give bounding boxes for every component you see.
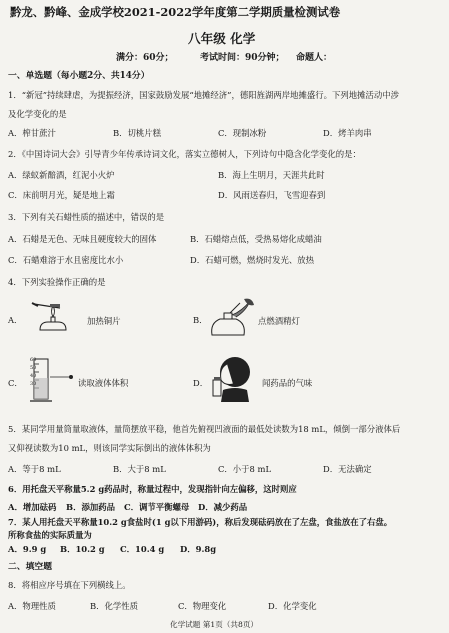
question-text: 8．将相应序号填在下列横线上。	[8, 580, 131, 590]
grade-subject: 八年级 化学	[188, 31, 256, 46]
option-a: A．物理性质	[8, 601, 56, 611]
option-c: C．物理变化	[178, 601, 227, 611]
option-d: D．石蜡可燃，燃烧时发光、放热	[190, 255, 314, 265]
section-title: 一、单选题（每小题2分、共14分）	[8, 71, 150, 81]
question-text: 又仰视读数为10 mL，则该同学实际倒出的液体体积为	[8, 443, 211, 453]
option-a: A．等于8 mL	[8, 464, 61, 474]
page-footer: 化学试题 第1页（共8页）	[170, 620, 259, 629]
option-d: D．化学变化	[268, 601, 317, 611]
option-a: A．绿蚁新醅酒，红泥小火炉	[8, 170, 115, 180]
option-d: D．减少药品	[198, 502, 248, 512]
option-a-label: 加热铜片	[87, 316, 121, 326]
option-b: B．10.2 g	[60, 544, 105, 554]
option-c: C．现制冰粉	[218, 128, 267, 138]
option-b-label: 点燃酒精灯	[258, 316, 300, 326]
tick-label: 30	[30, 381, 37, 387]
question-text: 3．下列有关石蜡性质的描述中，错误的是	[8, 212, 165, 222]
question-text: 及化学变化的是	[8, 109, 67, 119]
full-score: 满分：60分；	[116, 53, 174, 63]
option-a-letter: A．	[8, 315, 23, 325]
option-d-label: 闻药品的气味	[262, 378, 313, 388]
question-setter: 命题人：	[296, 53, 333, 63]
option-b: B．化学性质	[90, 601, 139, 611]
option-c: C．10.4 g	[120, 544, 165, 554]
option-a: A．9.9 g	[8, 544, 47, 554]
option-b: B．切桃片糕	[113, 128, 162, 138]
question-text: 所称食盐的实际质量为	[8, 530, 92, 540]
option-a: A．石蜡是无色、无味且硬度较大的固体	[8, 234, 157, 244]
option-d: D．烤羊肉串	[323, 128, 372, 138]
option-b: B．海上生明月，天涯共此时	[218, 170, 325, 180]
heating-copper-figure	[30, 300, 80, 340]
graduated-cylinder-figure	[28, 356, 74, 404]
alcohol-lamp-figure	[206, 295, 256, 340]
option-b: B．石蜡熔点低，受热易熔化成蜡油	[190, 234, 322, 244]
option-c-letter: C．	[8, 378, 23, 388]
option-d-letter: D．	[193, 378, 209, 388]
option-b: B．大于8 mL	[113, 464, 166, 474]
tick-label: 60	[30, 357, 37, 363]
question-text: 1．“新冠”持续肆虐，为提振经济，国家鼓励发展“地摊经济”，德阳旌湖两岸地摊盛行。下列地摊活动中涉	[8, 90, 399, 100]
tick-label: 50	[30, 365, 37, 371]
question-text: 7．某人用托盘天平称量10.2 g食盐时(1 g以下用游码)，称后发现砝码放在了左盘，食盐放在了右盘。	[8, 517, 393, 527]
option-a: A．增加砝码	[8, 502, 57, 512]
tick-label: 40	[30, 373, 37, 379]
exam-title: 黔龙、黔峰、金成学校2021-2022学年度第二学期质量检测试卷	[10, 5, 341, 19]
section-title: 二、填空题	[8, 562, 52, 572]
option-b-letter: B．	[193, 315, 208, 325]
question-text: 5．某同学用量筒量取液体，量筒摆放平稳，他首先俯视凹液面的最低处读数为18 mL，倾倒一部分液体后	[8, 424, 401, 434]
option-d: D．9.8g	[180, 544, 217, 554]
question-text: 6．用托盘天平称量5.2 g药品时，称量过程中，发现指针向左偏移，这时则应	[8, 484, 297, 494]
smelling-figure	[205, 350, 257, 402]
question-text: 4．下列实验操作正确的是	[8, 277, 106, 287]
option-a: A．榨甘蔗汁	[8, 128, 56, 138]
question-text: 2．《中国诗词大会》引导青少年传承诗词文化，落实立德树人，下列诗句中隐含化学变化的是：	[8, 149, 361, 159]
option-d: D．风雨送春归，飞雪迎春到	[218, 190, 326, 200]
option-c: C．石蜡难溶于水且密度比水小	[8, 255, 124, 265]
option-c-label: 读取液体体积	[78, 378, 129, 388]
exam-time: 考试时间：90分钟；	[200, 53, 285, 63]
option-d: D．无法确定	[323, 464, 372, 474]
option-c: C．床前明月光，疑是地上霜	[8, 190, 115, 200]
option-b: B．添加药品	[66, 502, 115, 512]
option-c: C．调节平衡螺母	[124, 502, 190, 512]
option-c: C．小于8 mL	[218, 464, 272, 474]
